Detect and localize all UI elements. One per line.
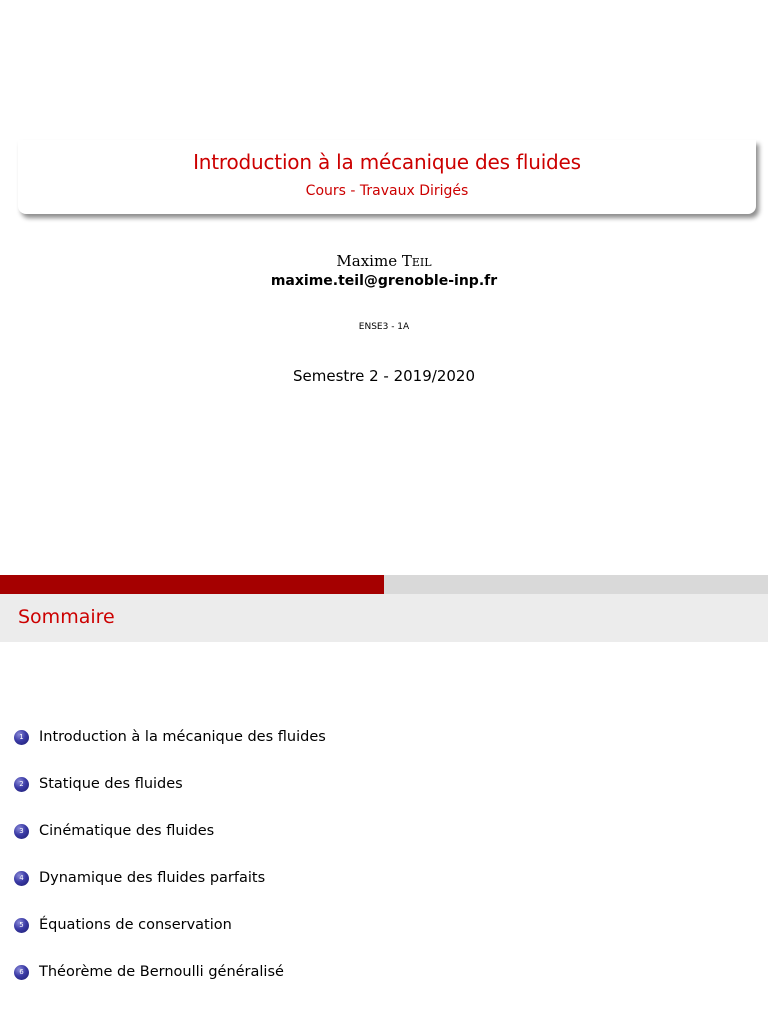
presentation-title: Introduction à la mécanique des fluides [193,150,581,174]
toc-item-label[interactable]: Dynamique des fluides parfaits [39,870,266,886]
toc-item[interactable] [14,727,326,774]
author-first-name: Maxime [336,252,398,270]
title-box [18,140,756,214]
presentation-date: Semestre 2 - 2019/2020 [292,367,475,385]
progress-bar [0,575,768,594]
institute: ENSE3 - 1A [358,322,410,332]
toc-item[interactable] [14,821,326,868]
toc-item-label[interactable]: Cinématique des fluides [39,823,215,839]
toc-item-label[interactable]: Équations de conservation [39,917,232,933]
progress-bar-fill [0,575,384,594]
numbered-ball-icon: 5 [14,918,29,933]
presentation-subtitle: Cours - Travaux Dirigés [305,183,469,199]
numbered-ball-icon: 3 [14,824,29,839]
numbered-ball-icon: 2 [14,777,29,792]
numbered-ball-icon: 1 [14,730,29,745]
toc-item[interactable] [14,962,326,1009]
toc-item[interactable] [14,774,326,821]
author-name [0,252,768,270]
numbered-ball-icon: 6 [14,965,29,980]
toc-item[interactable] [14,868,326,915]
toc-item-label[interactable]: Introduction à la mécanique des fluides [39,729,326,745]
toc-item-label[interactable]: Statique des fluides [39,776,183,792]
frame-title: Sommaire [18,606,115,628]
author-last-name: Teil [401,252,432,270]
toc-item[interactable] [14,915,326,962]
table-of-contents [14,727,326,1009]
numbered-ball-icon: 4 [14,871,29,886]
toc-item-label[interactable]: Théorème de Bernoulli généralisé [39,964,284,980]
frame-title-bar [0,594,768,642]
author-email: maxime.teil@grenoble-inp.fr [270,273,498,289]
